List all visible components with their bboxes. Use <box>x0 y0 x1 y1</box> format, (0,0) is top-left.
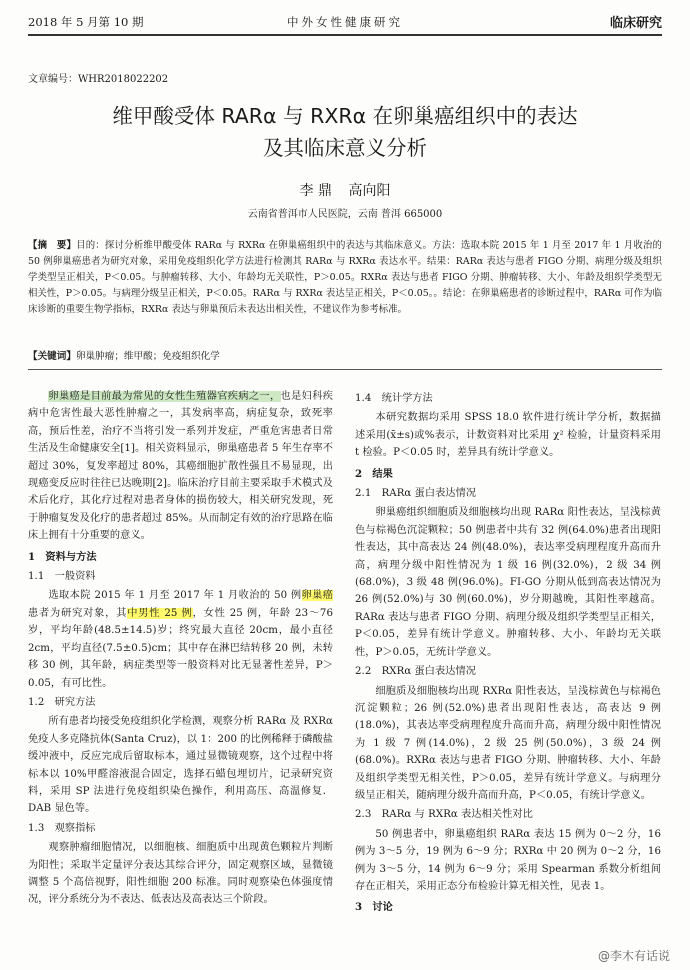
body-paragraph: 选取本院 2015 年 1 月至 2017 年 1 月收治的 50 例卵巢癌患者为研究对象，其中男性 25 例，女性 25 例，年龄 23～76 岁，平均年龄(48.5±14.5)岁；终究最大直径 20cm，最小直径 2cm，平均直径(7.5±0.5)cm；其中存在淋巴结转移 20 例，未转移 30 例，其年龄，病症类型等一般资料对比无显著性差异，P＞0.05，有可比性。 <box>28 590 333 689</box>
author-2: 高向阳 <box>348 183 391 199</box>
divider <box>28 369 662 370</box>
subsection-heading: 2.3 RARα 与 RXRα 表达相关性对比 <box>355 809 533 821</box>
body-paragraph: 卵巢癌组织细胞质及细胞核均出现 RARα 阳性表达，呈浅棕黄色与棕褐色沉淀颗粒；50 例患者中共有 32 例(64.0%)患者出现阳性表达，其中高表达 24 例(48.0%)，表达率受病理程度升高而升高，病理分级中阳性情况为 1 级 16 例(32.0%)，2 级 34 例(68.0%)，3 级 48 例(96.0%)。FI-GO 分期从低到高表达情况为 26 例(52.0%)与 30 例(60.0%)，岁分期越晚，其阳性率越高。RARα 表达与患者 FIGO 分期、病理分级及组织学类型呈正相关，P＜0.05，差异有统计学意义。肿瘤转移、大小、年龄均无关联性，P＞0.05，无统计学意义。 <box>355 507 661 658</box>
abstract-label: 【摘 要】 <box>28 240 77 251</box>
subsection-heading: 1.2 研究方法 <box>28 696 96 708</box>
journal-name: 中外女性健康研究 <box>287 15 403 29</box>
section-heading: 1 资料与方法 <box>28 550 97 563</box>
right-column <box>355 388 661 919</box>
highlighted-text: 卵巢癌 <box>301 590 333 602</box>
header-rule <box>28 34 662 36</box>
article-number: 文章编号：WHR2018022202 <box>28 74 169 85</box>
abstract-text: 目的：探讨分析维甲酸受体 RARα 与 RXRα 在卵巢癌组织中的表达与其临床意义。方法：选取本院 2015 年 1 月至 2017 年 1 月收治的 50 例卵巢癌患者为研究对象，采用免疫组织化学方法进行检测其 RARα 与 RXRα 表达水平。结果：RARα 表达与患者 FIGO 分期、病理分级及组织学类型呈正相关，P＜0.05。与肿瘤转移、大小、年龄均无关联性，P＞0.05。RXRα 表达与患者 FIGO 分期、肿瘤转移、大小、年龄及组织学类型无相关性，P＞0.05。与病理分级呈正相关，P＜0.05。RARα 与 RXRα 表达呈正相关，P＜0.05。。结论：在卵巢癌患者的诊断过程中，RARα 可作为临床诊断的重要生物学指标，RXRα 表达与卵巢预后未表达出相关性，不建议作为参考标准。 <box>28 240 662 315</box>
section-heading: 2 结果 <box>355 467 393 480</box>
keywords <box>28 348 662 362</box>
watermark: @李木有话说 <box>597 949 670 963</box>
article-title <box>28 100 662 164</box>
left-column <box>28 388 333 909</box>
keywords-text: 卵巢肿瘤；维甲酸；免疫组织化学 <box>75 351 220 362</box>
author-1: 李 鼎 <box>299 183 332 199</box>
body-paragraph: 观察肿瘤细胞情况，以细胞核、细胞质中出现黄色颗粒片判断为阳性；采取半定量评分表达其综合评分，固定观察区域，显微镜调整 5 个高倍视野，阳性细胞 200 标准。同时观察染色体强度情况，评分系统分为不表达、低表达及高表达三个阶段。 <box>28 842 333 906</box>
subsection-heading: 1.4 统计学方法 <box>355 393 433 404</box>
body-paragraph: 50 例患者中，卵巢癌组织 RARα 表达 15 例为 0～2 分，16 例为 3～5 分，19 例为 6～9 分；RXRα 中 20 例为 0～2 分，16 例为 3～5 分，14 例为 6～9 分；采用 Spearman 系数分析组间存在正相关，采用正态分布检验计算无相关性，见表 1。 <box>355 828 661 892</box>
authors <box>0 180 690 200</box>
body-paragraph: 所有患者均接受免疫组织化学检测，观察分析 RARα 及 RXRα 免疫人多克隆抗体(Santa Cruz)，以 1：200 的比例稀释于磷酸盐缓冲液中，反应完成后留取标本，通过显微镜观察，这个过程中将标本以 10%甲醛溶液混合固定，选择石蜡包埋切片，记录研究资料，采用 SP 法进行免疫组织染色操作，利用高压、高温修复．DAB 显色等。 <box>28 716 333 815</box>
highlighted-text: 卵巢癌是目前最为常见的女性生殖器官疾病之一， <box>48 391 281 402</box>
title-line-2: 及其临床意义分析 <box>263 136 427 160</box>
body-paragraph: 细胞质及细胞核均出现 RXRα 阳性表达，呈浅棕黄色与棕褐色沉淀颗粒；26 例(52.0%)患者出现阳性表达，高表达 9 例(18.0%)，其表达率受病理程度升高而升高，病理分级中阳性情况为 1 级 7 例(14.0%)，2 级 25 例(50.0%)，3 级 24 例(68.0%)。RXRα 表达与患者 FIGO 分期、肿瘤转移、大小、年龄及组织学类型无相关性，P＞0.05，差异有统计学意义。与病理分级呈正相关，随病理分级升高而升高，P＜0.05，有统计学意义。 <box>355 685 661 801</box>
body-paragraph: 本研究数据均采用 SPSS 18.0 软件进行统计学分析，数据描述采用(x̄±s)或%表示，计数资料对比采用 χ² 检验，计量资料采用 t 检验。P＜0.05 时，差异具有统计学意义。 <box>355 412 661 459</box>
section-heading: 3 讨论 <box>355 901 393 914</box>
subsection-heading: 2.1 RARα 蛋白表达情况 <box>355 488 477 500</box>
subsection-heading: 1.3 观察指标 <box>28 822 96 834</box>
page-header <box>28 8 662 34</box>
subsection-heading: 2.2 RXRα 蛋白表达情况 <box>355 666 476 678</box>
issue-date: 2018 年 5 月第 10 期 <box>28 15 144 29</box>
highlighted-text: 中男性 25 例 <box>127 607 193 619</box>
keywords-label: 【关键词】 <box>28 351 76 362</box>
section-label: 临床研究 <box>609 16 662 31</box>
abstract <box>28 238 662 318</box>
affiliation: 云南省普洱市人民医院，云南 普洱 665000 <box>247 209 443 220</box>
subsection-heading: 1.1 一般资料 <box>28 571 96 583</box>
intro-paragraph: 卵巢癌是目前最为常见的女性生殖器官疾病之一，也是妇科疾病中危害性最大恶性肿瘤之一，其发病率高，病症复杂，致死率高，预后性差，治疗不当将引发一系列并发症，严重危害患者日常生活及生命健康安全[1]。相关资料显示，卵巢癌患者 5 年生存率不超过 30%，复发率超过 80%，其癌细胞扩散性强且不易显现，出现癌变反应时往往已达晚期[2]。临床治疗目前主要采取手术模式及术后化疗，其化疗过程对患者身体的损伤较大，相关研究发现，死于肿瘤复发及化疗的患者超过 85%。从而制定有效的治疗思路在临床上拥有十分重要的意义。 <box>28 391 333 542</box>
title-line-1: 维甲酸受体 RARα 与 RXRα 在卵巢癌组织中的表达 <box>112 104 578 128</box>
